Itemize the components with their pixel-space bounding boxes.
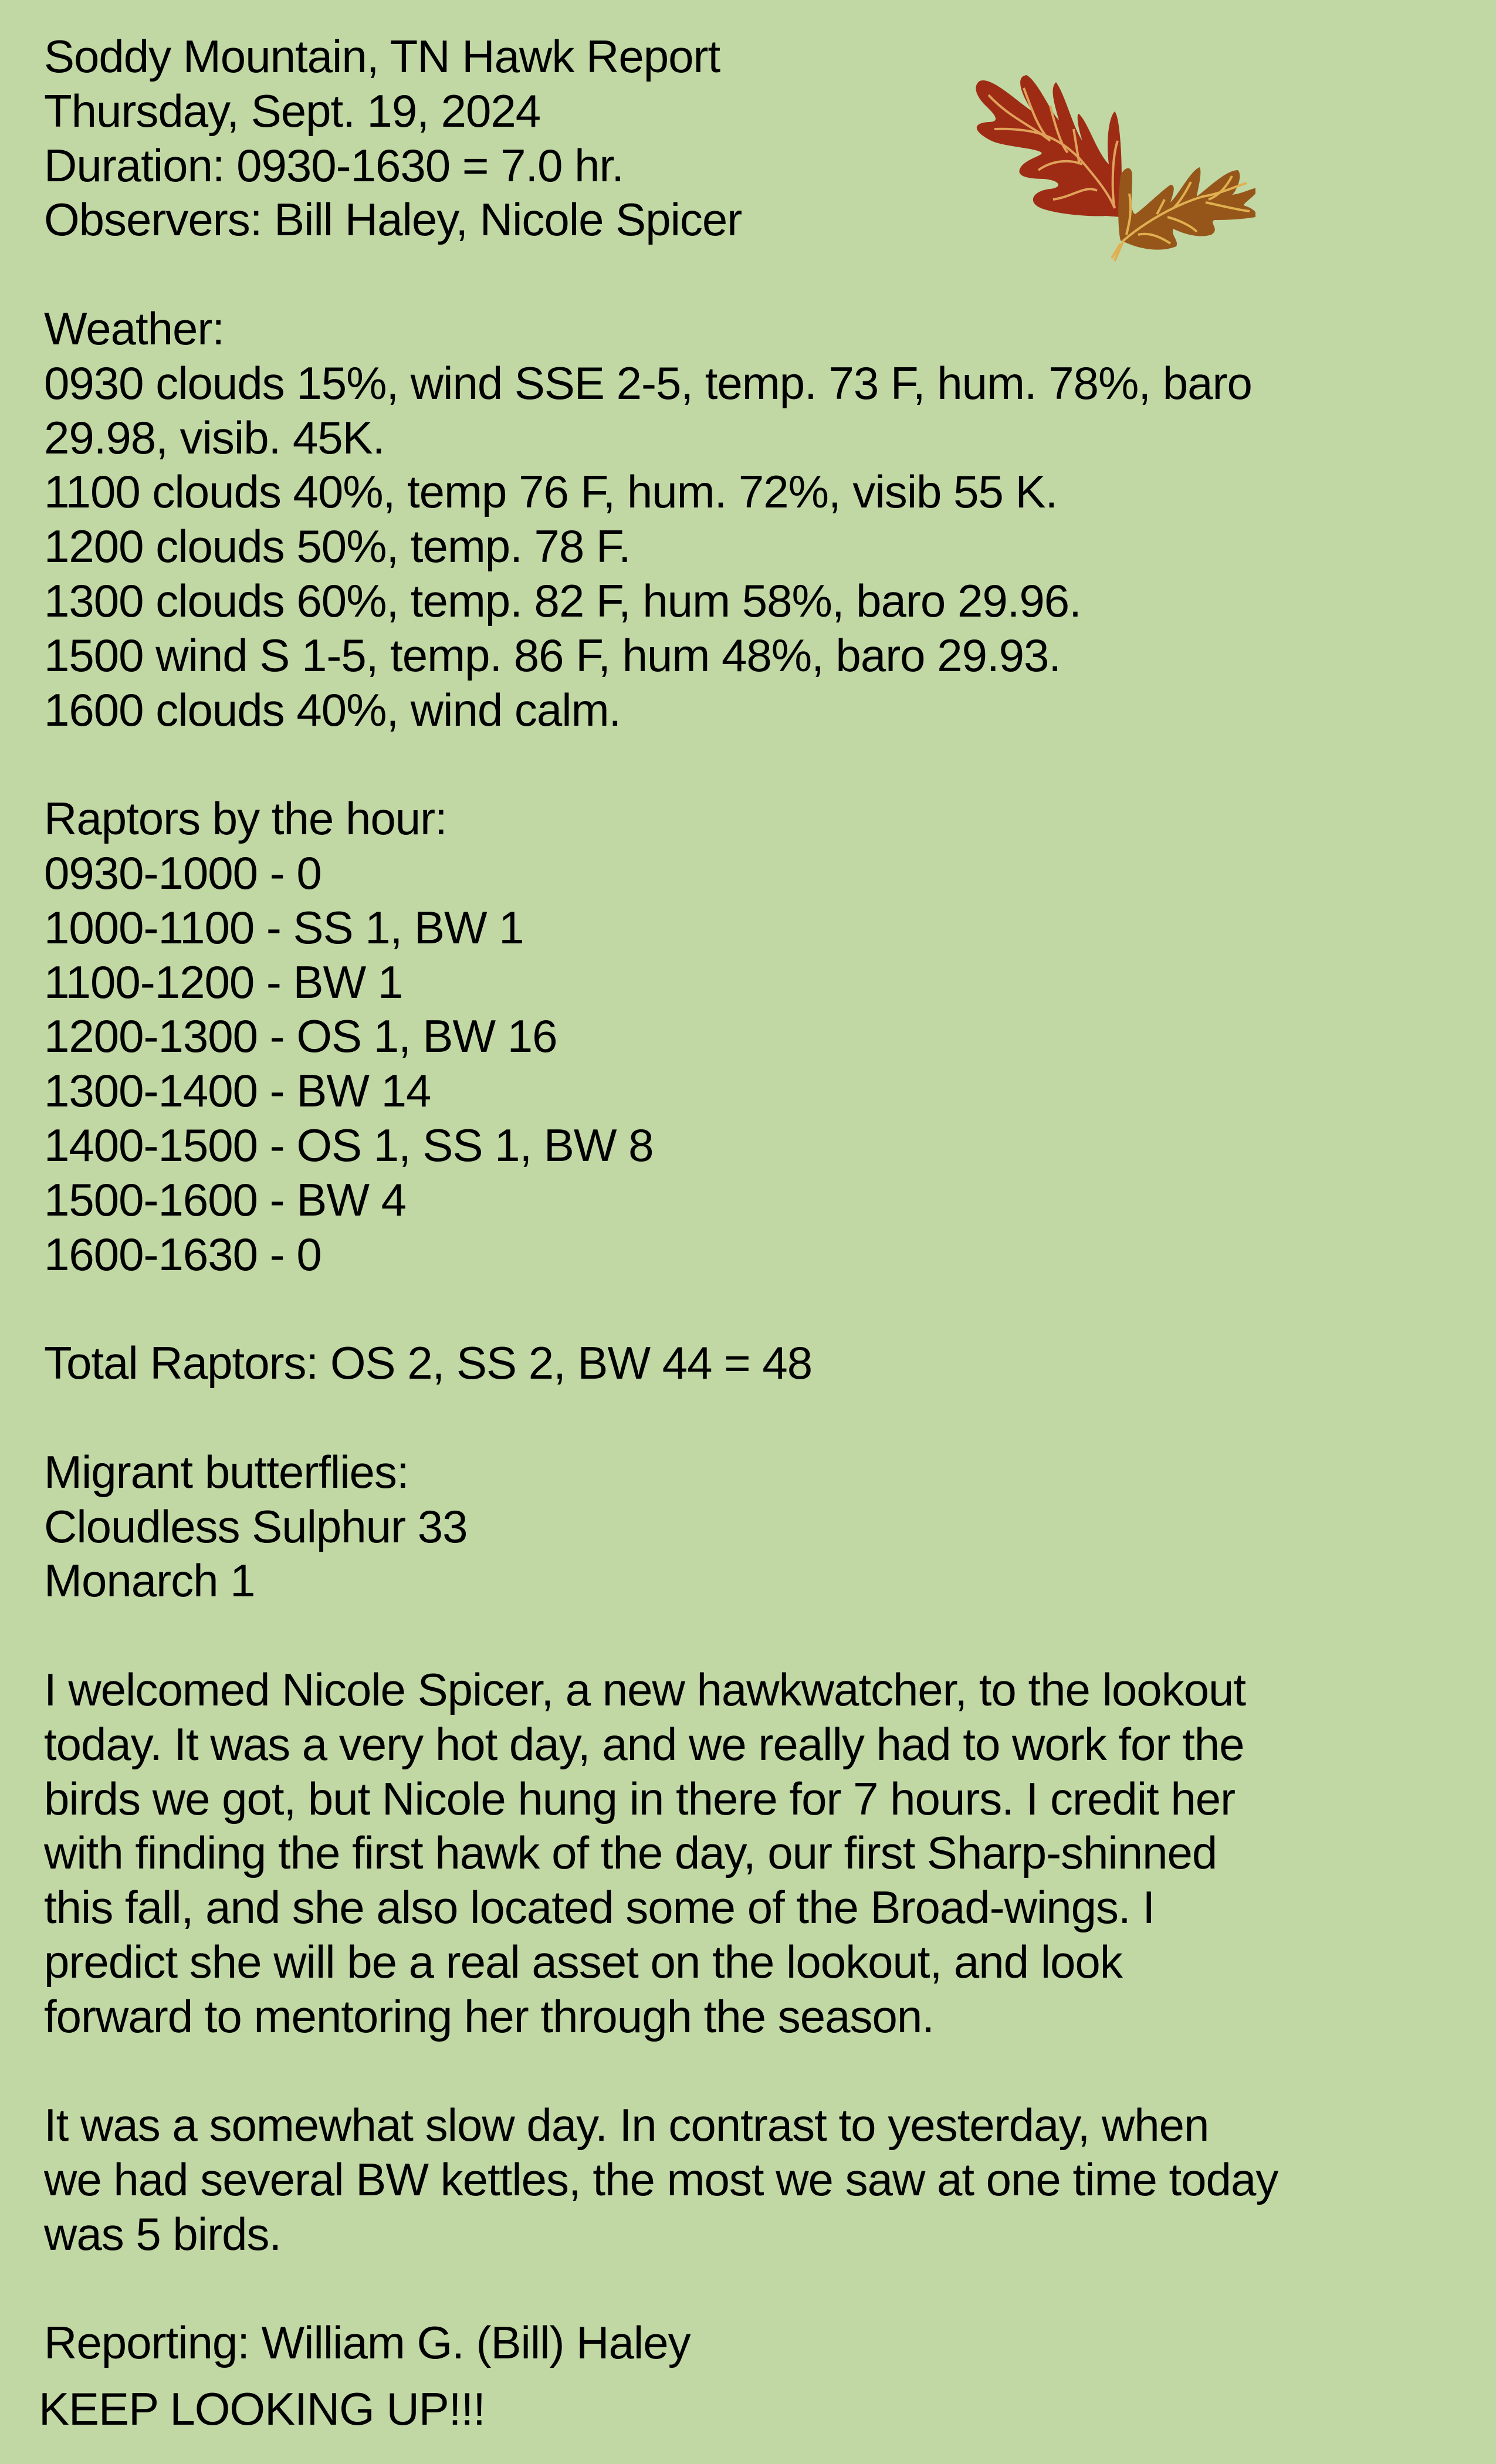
spacer — [44, 2043, 1278, 2098]
raptor-hour-line: 1400-1500 - OS 1, SS 1, BW 8 — [44, 1119, 654, 1171]
raptor-hour-line: 1500-1600 - BW 4 — [44, 1173, 407, 1226]
narrative-line: with finding the first hawk of the day, our first Sharp-shinned — [44, 1827, 1217, 1879]
butterflies-heading: Migrant butterflies: — [44, 1446, 409, 1498]
raptor-hour-line: 1600-1630 - 0 — [44, 1228, 321, 1280]
weather-line: 1500 wind S 1-5, temp. 86 F, hum 48%, baro 29.93. — [44, 629, 1061, 681]
raptor-hour-line: 1200-1300 - OS 1, BW 16 — [44, 1010, 557, 1062]
narrative-line: birds we got, but Nicole hung in there for 7 hours. I credit her — [44, 1772, 1236, 1825]
narrative-line: forward to mentoring her through the season. — [44, 1990, 934, 2042]
weather-line: 1200 clouds 50%, temp. 78 F. — [44, 520, 631, 573]
butterfly-line: Monarch 1 — [44, 1555, 255, 1607]
signoff: KEEP LOOKING UP!!! — [39, 2383, 485, 2435]
spacer — [44, 1281, 1278, 1336]
raptor-total: Total Raptors: OS 2, SS 2, BW 44 = 48 — [44, 1337, 813, 1389]
spacer — [44, 247, 1278, 302]
weather-line: 1300 clouds 60%, temp. 82 F, hum 58%, baro 29.96. — [44, 574, 1081, 627]
raptors-heading: Raptors by the hour: — [44, 793, 447, 845]
weather-heading: Weather: — [44, 302, 225, 354]
hawk-report — [44, 29, 1278, 2370]
narrative-line: It was a somewhat slow day. In contrast to yesterday, when — [44, 2099, 1209, 2151]
spacer — [44, 737, 1278, 791]
report-duration: Duration: 0930-1630 = 7.0 hr. — [44, 139, 624, 191]
weather-line: 1600 clouds 40%, wind calm. — [44, 683, 621, 736]
spacer — [44, 1608, 1278, 1663]
raptor-hour-line: 1100-1200 - BW 1 — [44, 956, 403, 1008]
weather-line: 1100 clouds 40%, temp 76 F, hum. 72%, visib 55 K. — [44, 466, 1058, 518]
narrative-line: today. It was a very hot day, and we really had to work for the — [44, 1718, 1244, 1770]
raptor-hour-line: 0930-1000 - 0 — [44, 847, 321, 899]
narrative-line: was 5 birds. — [44, 2208, 282, 2260]
report-date: Thursday, Sept. 19, 2024 — [44, 84, 541, 137]
narrative-line: predict she will be a real asset on the lookout, and look — [44, 1935, 1122, 1988]
raptor-hour-line: 1000-1100 - SS 1, BW 1 — [44, 901, 524, 953]
reporting-signature: Reporting: William G. (Bill) Haley — [44, 2317, 691, 2369]
weather-line: 0930 clouds 15%, wind SSE 2-5, temp. 73 F, hum. 78%, baro — [44, 357, 1252, 409]
butterfly-line: Cloudless Sulphur 33 — [44, 1500, 468, 1552]
raptor-hour-line: 1300-1400 - BW 14 — [44, 1065, 431, 1117]
narrative-line: we had several BW kettles, the most we saw at one time today — [44, 2154, 1278, 2206]
report-title: Soddy Mountain, TN Hawk Report — [44, 31, 720, 82]
spacer — [44, 2262, 1278, 2316]
narrative-line: this fall, and she also located some of the Broad-wings. I — [44, 1881, 1155, 1934]
spacer — [44, 1390, 1278, 1445]
report-observers: Observers: Bill Haley, Nicole Spicer — [44, 194, 742, 246]
narrative-line: I welcomed Nicole Spicer, a new hawkwatcher, to the lookout — [44, 1663, 1246, 1715]
weather-line: 29.98, visib. 45K. — [44, 411, 385, 463]
